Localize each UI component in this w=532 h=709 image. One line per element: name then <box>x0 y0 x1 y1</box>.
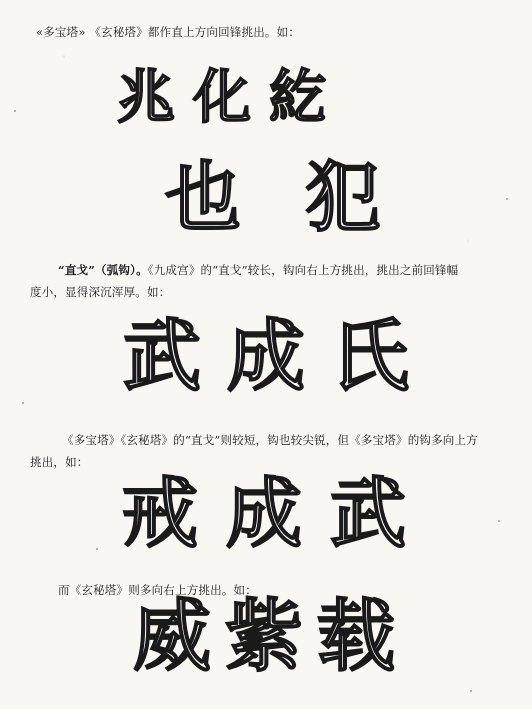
scan-speck <box>470 690 472 692</box>
example-row-1 <box>108 63 336 131</box>
scan-speck <box>14 110 16 112</box>
paragraph-line-4: 《多宝塔》《玄秘塔》的“直戈”则较短，钩也较尖锐，但《多宝塔》的钩多向上方 <box>62 433 478 447</box>
example-row-5 <box>126 591 402 682</box>
scan-speck <box>506 198 508 200</box>
paragraph-text: 《九成宫》的“直戈”较长，钩向右上方挑出，挑出之前回锋幅 <box>147 263 459 277</box>
paragraph-line-3: 度小，显得深沉浑厚。如： <box>30 285 171 299</box>
paragraph-line-1: «多宝塔» 《玄秘塔》都作直上方向回锋挑出。如： <box>36 25 301 39</box>
example-character: 也 <box>165 153 241 242</box>
scan-speck <box>498 520 500 522</box>
example-character: 成 <box>226 311 305 402</box>
example-row-2 <box>133 153 413 242</box>
example-character: 紇 <box>268 63 327 131</box>
example-character: 化 <box>192 63 251 131</box>
example-character: 紫 <box>224 591 303 682</box>
scan-speck <box>22 402 24 404</box>
example-character: 武 <box>122 311 201 402</box>
term-heading: “直戈”（弧钩）。 <box>58 263 148 277</box>
example-character: 载 <box>316 591 395 682</box>
example-character: 威 <box>132 591 211 682</box>
scan-speck <box>96 548 98 550</box>
example-character: 武 <box>330 469 406 558</box>
paragraph-line-6: 而《玄秘塔》则多向右上方挑出。如： <box>58 583 257 597</box>
example-character: 戒 <box>122 469 198 558</box>
example-row-4 <box>108 469 420 558</box>
paragraph-line-5: 挑出，如： <box>30 455 89 469</box>
example-character: 犯 <box>305 153 381 242</box>
example-character: 成 <box>226 469 302 558</box>
example-character: 氏 <box>330 311 409 402</box>
example-character: 兆 <box>116 63 175 131</box>
paragraph-line-2 <box>58 262 458 278</box>
example-row-3 <box>110 311 422 402</box>
